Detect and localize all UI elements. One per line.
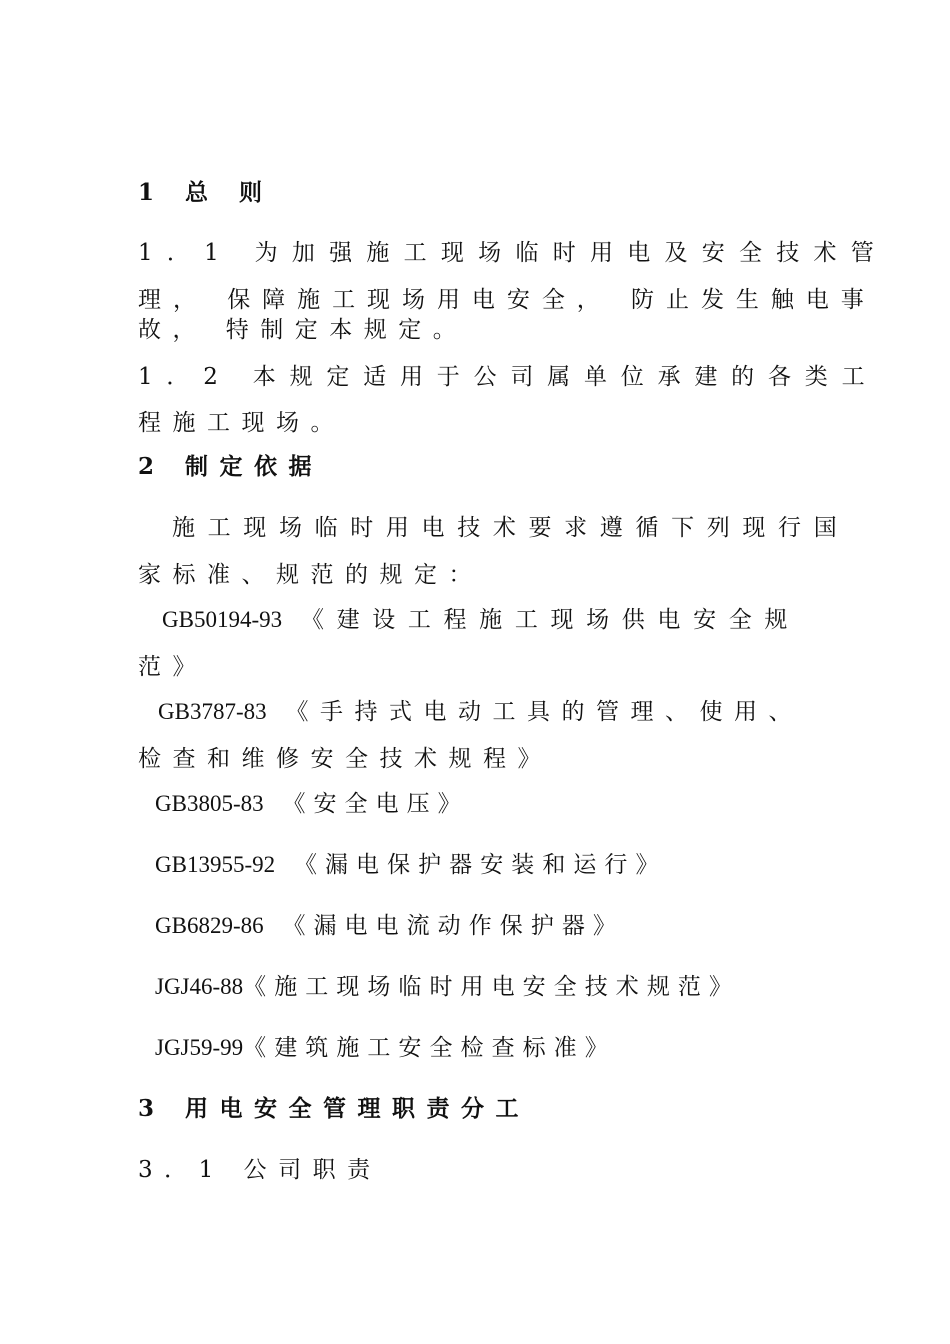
standard-item-7 [155, 1033, 825, 1063]
section-2-heading: 2 制定依据 [138, 453, 324, 480]
standard-title: 《安全电压》 [282, 791, 469, 817]
clause-1-1-line-3: 故， 特制定本规定。 [138, 317, 468, 343]
clause-3-1: 3．1 公司职责 [138, 1157, 382, 1183]
section-3-heading: 3 用电安全管理职责分工 [138, 1095, 531, 1122]
standard-item-2-cont: 检查和维修安全技术规程》 [138, 746, 552, 772]
standard-code: GB3805-83 [155, 791, 264, 816]
standard-code: GB50194-93 [162, 607, 283, 632]
standard-title: 《漏电电流动作保护器》 [282, 913, 624, 939]
clause-1-2-line-2: 程施工现场。 [138, 410, 345, 436]
section-2-intro-line-1: 施工现场临时用电技术要求遵循下列现行国 [172, 515, 850, 541]
standard-title: 《施工现场临时用电安全技术规范》 [243, 974, 740, 1000]
standard-code: GB13955-92 [155, 852, 276, 877]
standard-title: 《漏电保护器安装和运行》 [293, 852, 667, 878]
standard-title: 《手持式电动工具的管理、使用、 [285, 699, 803, 725]
standard-item-1 [162, 605, 832, 635]
standard-title: 《建筑施工安全检查标准》 [243, 1035, 616, 1061]
clause-1-2-line-1: 1．2 本规定适用于公司属单位承建的各类工 [138, 364, 879, 390]
standard-item-4 [155, 850, 825, 880]
standard-code: GB3787-83 [158, 699, 267, 724]
section-1-heading: 1 总 则 [138, 179, 274, 206]
standard-item-6 [155, 972, 825, 1002]
standard-item-1-cont: 范》 [138, 654, 207, 680]
standard-code: GB6829-86 [155, 913, 264, 938]
standard-item-3 [155, 789, 825, 819]
standard-code: JGJ59-99 [155, 1035, 244, 1060]
standard-code: JGJ46-88 [155, 974, 244, 999]
standard-item-2 [158, 697, 828, 727]
clause-1-1-line-1: 1．1 为加强施工现场临时用电及安全技术管 [138, 240, 889, 266]
clause-1-1-line-2: 理， 保障施工现场用电安全， 防止发生触电事 [138, 287, 876, 313]
standard-item-5 [155, 911, 825, 941]
standard-title: 《建设工程施工现场供电安全规 [300, 607, 801, 633]
section-2-intro-line-2: 家标准、规范的规定： [138, 562, 483, 588]
